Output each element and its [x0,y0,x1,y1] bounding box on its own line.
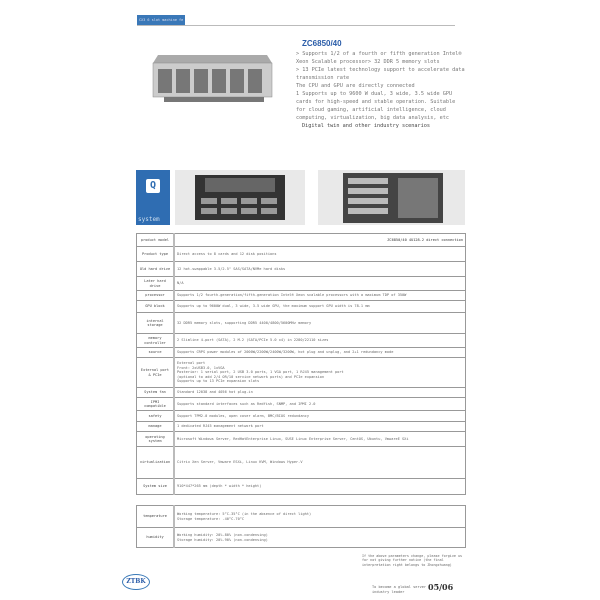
table-row [137,388,466,398]
row-value: 2 Slimline 4-port (SATA), 2 M.2 (SATA/PCIe 5.0 x4) in 2280/22110 sizes [174,334,466,348]
divider [137,25,455,26]
table-row [137,262,466,277]
section-tab: CX3 6 slot machine fe [137,15,185,25]
server-image [150,45,275,105]
product-title: ZC6850/40 [302,39,342,48]
row-label: System size [137,479,175,495]
row-value: Working humidity: 20%-80% (non-condensing) Storage humidity: 20%-90% (non-condensing) [174,528,466,548]
table-row [137,528,466,548]
row-value: Microsoft Windows Server, RedHatEnterprise Linux, SUSE Linux Enterprise Server, CentOS, Ubuntu, VmwareE SXi [174,432,466,447]
table-row [137,358,466,388]
row-label: Later hard drive [137,277,175,291]
spec-table [136,233,466,495]
system-badge [136,170,170,225]
row-value: External port Front: 2xUSB3.0, 1xVGA Posterior: 1 serial port, 2 USB 3.0 ports, 1 VGA port, 1 RJ45 management port (optional to add 2/4 OR/10 service network ports) and PCIe expansion Supports up to 13 PCIe expansion slots [174,358,466,388]
table-row [137,422,466,432]
table-row [137,277,466,291]
environment-table [136,505,466,548]
row-value: Supports up to 9600W dual, 3 wide, 3.5 wide GPU, the maximum support GPU width is 78.1 mm [174,301,466,313]
spec-line: > 13 PCIe latest technology support to accelerate data transmission rate [296,67,465,81]
search-icon: Q [146,179,160,193]
row-value: 1 dedicated RJ45 management network port [174,422,466,432]
row-label: Product type [137,247,175,262]
row-value: 12 hot-swappable 3.5/2.5" SAS/SATA/NVMe hard disks [174,262,466,277]
row-label: safety [137,411,175,422]
row-label: External port & PCIe [137,358,175,388]
row-label: product model [137,234,175,247]
row-label: operating system [137,432,175,447]
spec-line: > Supports 1/2 of a fourth or fifth generation Intel® Xeon Scalable processor> 32 DDR 5 memory slots [296,51,462,65]
table-row [137,479,466,495]
table-row [137,247,466,262]
table-row [137,411,466,422]
page-number: 05/06 [428,582,454,592]
table-row [137,348,466,358]
row-label: memory controller [137,334,175,348]
table-row [137,398,466,411]
table-row [137,447,466,479]
row-label: System fan [137,388,175,398]
product-specs [296,50,466,130]
row-label: humidity [137,528,175,548]
row-label: manage [137,422,175,432]
table-row [137,234,466,247]
row-label: processor [137,291,175,301]
row-value: Direct access to 8 cards and 12 disk positions [174,247,466,262]
row-label: temperature [137,506,175,528]
server-front-photo [175,170,305,225]
system-label: system [138,216,160,223]
server-internal-photo [318,170,465,225]
row-value: Supports 1/2 fourth-generation/fifth-generation Intel® Xeon scalable processors with a maximum TDP of 350W [174,291,466,301]
row-value: ZC6850/40 4U128.2 direct connection [174,234,466,247]
table-row [137,301,466,313]
row-label: internal storage [137,313,175,334]
row-label: GPU block [137,301,175,313]
row-label: virtualization [137,447,175,479]
row-value: N/A [174,277,466,291]
table-row [137,313,466,334]
spec-line: Digital twin and other industry scenarios [302,123,431,129]
slogan: To become a global server industry leader [372,585,427,594]
row-value: Working temperature: 5°C-35°C (in the absence of direct light) Storage temperature: -40°C-70°C [174,506,466,528]
spec-line: 1 Supports up to 9600 W dual, 3 wide, 3.5 wide GPU cards for high-speed and stable operation. Suitable for cloud gaming, artificial intelligence, cloud computing, virtualization, big data analysis, etc [296,91,456,121]
table-row [137,291,466,301]
company-logo: ZTBK [122,574,150,590]
row-label: IPMI compatible [137,398,175,411]
row-label: Old hard drive [137,262,175,277]
row-value: Standard 12038 and 4056 hot plug-in [174,388,466,398]
row-value: Citrix Xen Server, Vmware ESXi, Linux KVM, Windows Hyper-V [174,447,466,479]
row-value: Supports standard interfaces such as Redfish, SNMP, and IPMI 2.0 [174,398,466,411]
row-value: 910*447*265 mm (depth * width * height) [174,479,466,495]
table-row [137,506,466,528]
row-value: Supports CRPS power modules of 2000W/2200W/2400W/3200W, hot plug and unplug, and 2+1 redundancy mode [174,348,466,358]
row-value: 32 DDR5 memory slots, supporting DDR5 4400/4800/5600MHz memory [174,313,466,334]
row-label: source [137,348,175,358]
spec-line: The CPU and GPU are directly connected [296,83,415,89]
row-value: Support TPM2.0 modules, open cover alarm, BMC/BIOS redundancy [174,411,466,422]
disclaimer-note: If the above parameters change, please forgive us for not giving further notice (the final interpretation right belongs to Zhongzhuang) [362,554,463,567]
table-row [137,334,466,348]
table-row [137,432,466,447]
